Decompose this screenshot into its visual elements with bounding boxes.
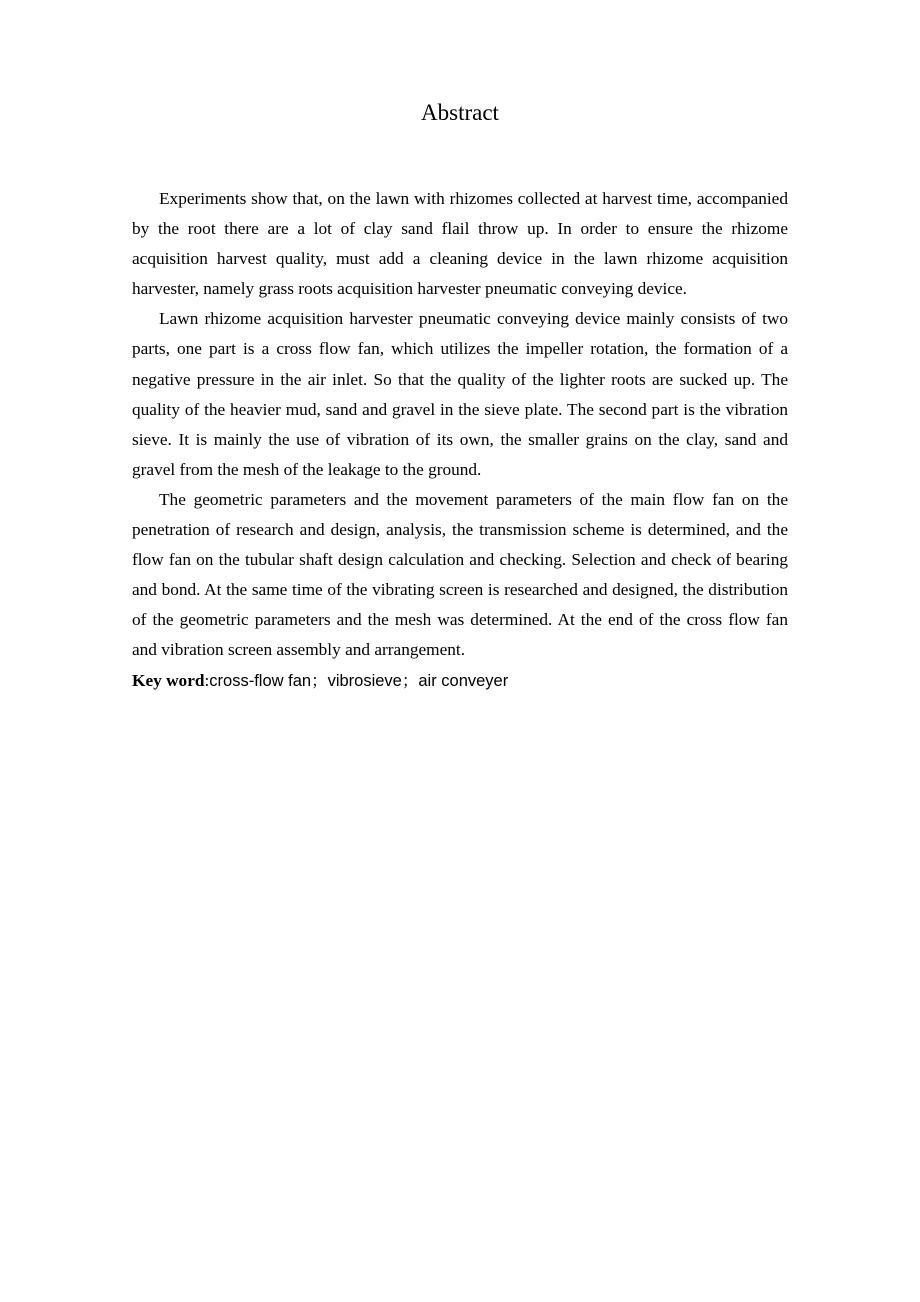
abstract-paragraph-2: Lawn rhizome acquisition harvester pneumatic conveying device mainly consists of two parts, one part is a cross flow fan, which utilizes the impeller rotation, the formation of a negative pressure in the air inlet. So that the quality of the lighter roots are sucked up. The quality of the heavier mud, sand and gravel in the sieve plate. The second part is the vibration sieve. It is mainly the use of vibration of its own, the smaller grains on the clay, sand and gravel from the mesh of the leakage to the ground.: [132, 309, 788, 479]
keywords-separator: :: [204, 670, 210, 690]
abstract-body: [132, 184, 788, 696]
keywords-label: Key word: [132, 670, 205, 690]
abstract-paragraph-1: Experiments show that, on the lawn with rhizomes collected at harvest time, accompanied by the root there are a lot of clay sand flail throw up. In order to ensure the rhizome acquisition harvest quality, must add a cleaning device in the lawn rhizome acquisition harvester, namely grass roots acquisition harvester pneumatic conveying device.: [132, 189, 788, 299]
keywords-line: [132, 666, 788, 696]
keywords-values: cross-flow fan；vibrosieve；air conveyer: [209, 671, 509, 690]
abstract-paragraph-3: The geometric parameters and the movement parameters of the main flow fan on the penetration of research and design, analysis, the transmission scheme is determined, and the flow fan on the tubular shaft design calculation and checking. Selection and check of bearing and bond. At the same time of the vibrating screen is researched and designed, the distribution of the geometric parameters and the mesh was determined. At the end of the cross flow fan and vibration screen assembly and arrangement.: [132, 489, 788, 660]
page-title: Abstract: [421, 100, 499, 125]
